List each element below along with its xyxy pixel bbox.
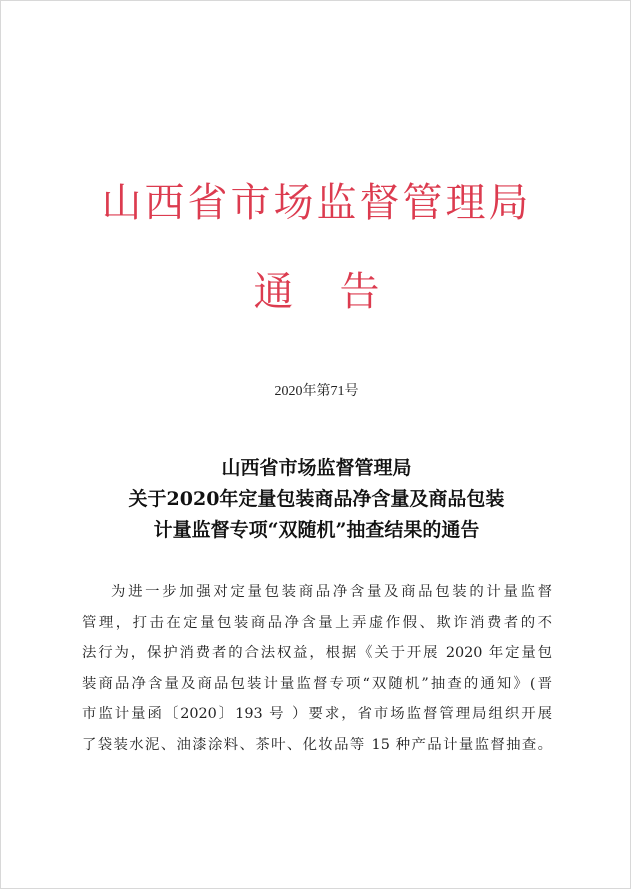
notice-title-line-3: 计量监督专项“双随机”抽查结果的通告 xyxy=(153,519,480,541)
body-line: 为进一步加强对定量包装商品净含量及商品包装的计量监督 xyxy=(111,584,552,600)
body-line: 了袋装水泥、油漆涂料、茶叶、化妆品等 15 种产品计量监督抽查。 xyxy=(82,736,552,753)
notice-title-line-1: 山西省市场监督管理局 xyxy=(221,457,412,479)
notice-title-line-2: 关于2020年定量包装商品净含量及商品包装 xyxy=(128,488,505,510)
body-line: 市监计量函〔2020〕193 号 ）要求，省市场监督管理局组织开展 xyxy=(82,706,552,722)
document-number: 2020年第71号 xyxy=(274,384,359,399)
document-type-char-1: 通 xyxy=(253,269,294,315)
notice-title xyxy=(1,453,631,546)
body-line: 装商品净含量及商品包装计量监督专项“双随机”抽查的通知》(晋 xyxy=(82,675,552,692)
body-paragraph xyxy=(82,577,552,760)
document-type-char-2: 告 xyxy=(339,269,380,315)
body-line: 法行为，保护消费者的合法权益，根据《关于开展 2020 年定量包 xyxy=(82,645,552,661)
document-type-heading xyxy=(1,264,631,320)
body-line: 管理，打击在定量包装商品净含量上弄虚作假、欺诈消费者的不 xyxy=(82,614,552,631)
issuing-authority-heading: 山西省市场监督管理局 xyxy=(101,180,532,226)
